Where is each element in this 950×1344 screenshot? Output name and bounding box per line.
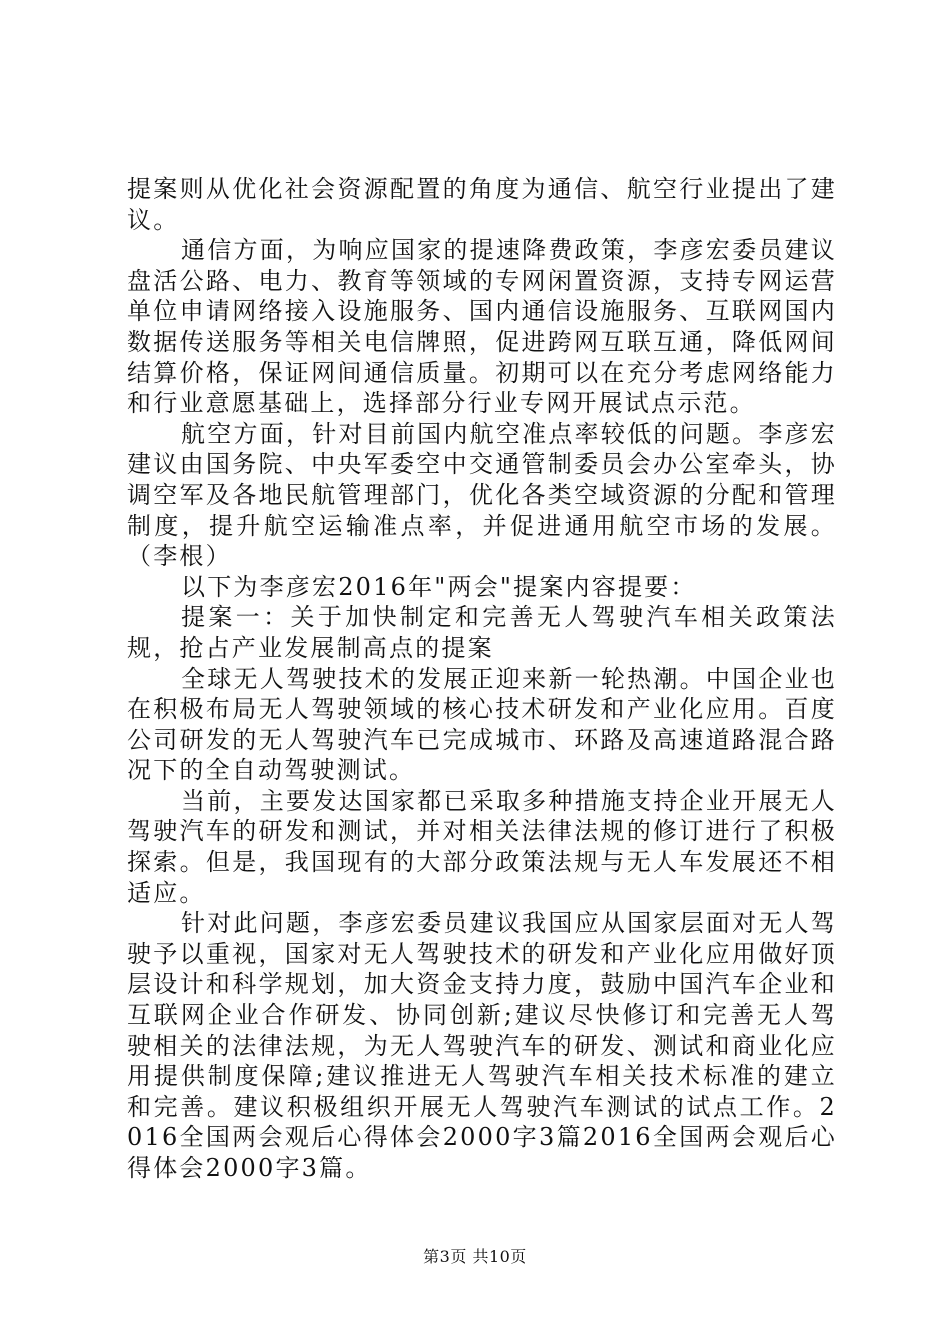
paragraph-current-situation: 当前，主要发达国家都已采取多种措施支持企业开展无人驾驶汽车的研发和测试，并对相关法律法规的修订进行了积极探索。但是，我国现有的大部分政策法规与无人车发展还不相适应。 [127, 786, 837, 907]
document-body [127, 174, 837, 1184]
paragraph-aviation: 航空方面，针对目前国内航空准点率较低的问题。李彦宏建议由国务院、中央军委空中交通管制委员会办公室牵头，协调空军及各地民航管理部门，优化各类空域资源的分配和管理制度，提升航空运输准点率，并促进通用航空市场的发展。（李根） [127, 419, 837, 571]
paragraph-telecom: 通信方面，为响应国家的提速降费政策，李彦宏委员建议盘活公路、电力、教育等领域的专网闲置资源，支持专网运营单位申请网络接入设施服务、国内通信设施服务、互联网国内数据传送服务等相关电信牌照，促进跨网互联互通，降低网间结算价格，保证网间通信质量。初期可以在充分考虑网络能力和行业意愿基础上，选择部分行业专网开展试点示范。 [127, 236, 837, 418]
paragraph-recommendations: 针对此问题，李彦宏委员建议我国应从国家层面对无人驾驶予以重视，国家对无人驾驶技术的研发和产业化应用做好顶层设计和科学规划，加大资金支持力度，鼓励中国汽车企业和互联网企业合作研发、协同创新;建议尽快修订和完善无人驾驶相关的法律法规，为无人驾驶汽车的研发、测试和商业化应用提供制度保障;建议推进无人驾驶汽车相关技术标准的建立和完善。建议积极组织开展无人驾驶汽车测试的试点工作。2016全国两会观后心得体会2000字3篇2016全国两会观后心得体会2000字3篇。 [127, 909, 837, 1182]
paragraph-continuation: 提案则从优化社会资源配置的角度为通信、航空行业提出了建议。 [127, 175, 837, 234]
paragraph-proposal-intro: 以下为李彦宏2016年"两会"提案内容提要： [181, 572, 697, 601]
paragraph-autonomous-trend: 全球无人驾驶技术的发展正迎来新一轮热潮。中国企业也在积极布局无人驾驶领域的核心技术研发和产业化应用。百度公司研发的无人驾驶汽车已完成城市、环路及高速道路混合路况下的全自动驾驶测试。 [127, 664, 837, 785]
paragraph-proposal-one-title: 提案一：关于加快制定和完善无人驾驶汽车相关政策法规，抢占产业发展制高点的提案 [127, 603, 837, 662]
page-footer: 第3页 共10页 [423, 1247, 527, 1266]
